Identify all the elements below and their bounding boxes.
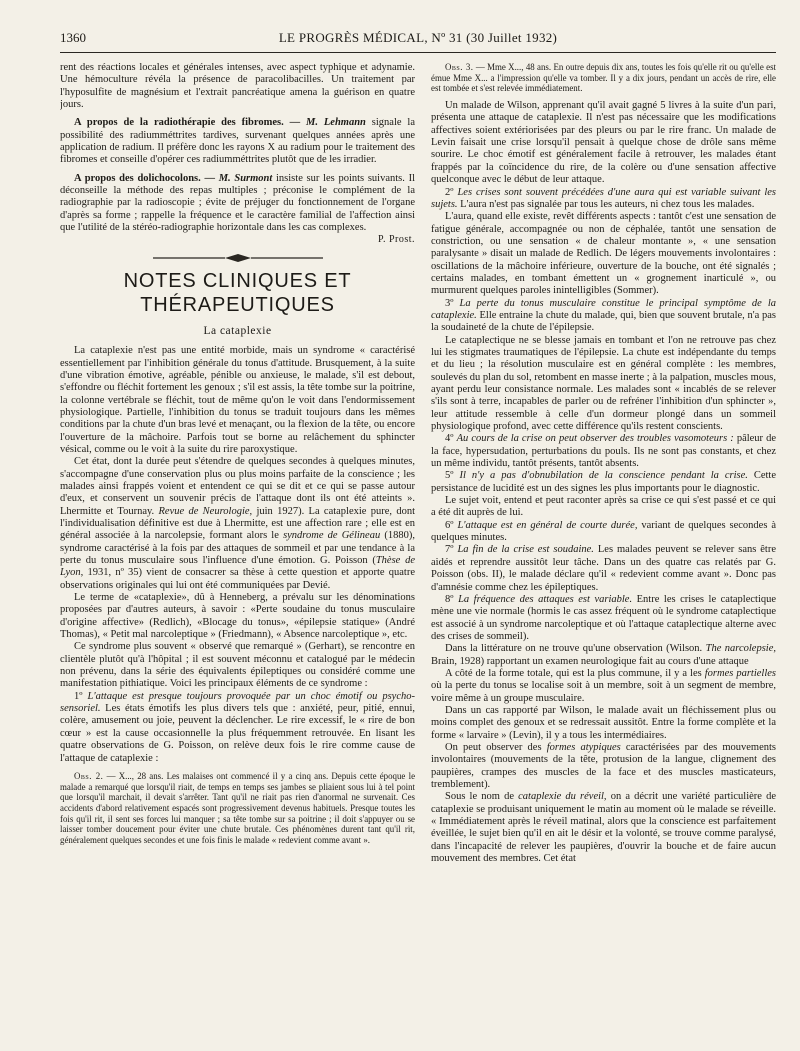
article-paragraph: Le terme de «cataplexie», dû à Henneberg, a prévalu sur les dénominations proposées par d'autres auteurs, à savoir : «Perte soudaine du tonus musculaire d'origine affective» (Redlich), «Blocage du tonus», «épilepsie statique» (André Thomas), « Petit mal narcoleptique » (Friedmann), « Absence narcoleptique », etc. (60, 592, 415, 641)
point-number: 2º (445, 186, 454, 198)
running-header (60, 30, 776, 53)
point-heading: Au cours de la crise on peut observer des troubles vasomoteurs : (456, 433, 734, 445)
numbered-point (431, 433, 776, 470)
text-run: 1931, nº 35) vient de consacrer sa thèse à cette question et apporte quatre observations originales qui lui ont été communiquées par Devié. (60, 567, 415, 591)
ornament-divider (60, 253, 415, 263)
page-number: 1360 (60, 30, 86, 45)
syndrome-name: syndrome de Gélineau (283, 530, 381, 542)
numbered-point (431, 298, 776, 335)
point-heading: La fin de la crise est soudaine. (457, 544, 594, 556)
text-run: A côté de la forme totale, qui est la plus commune, il y a les (445, 667, 702, 679)
body-columns (60, 62, 776, 1045)
point-text: Les malades peuvent se relever sans être aidés et reprendre aussitôt leur tâche. Dans un des quatre cas relatés par G. Poisson (obs. II), le malade déclare qu'il « redevient comme avant ». Donc pas d'amnésie comme chez les épileptiques. (431, 544, 776, 593)
article-paragraph: Un malade de Wilson, apprenant qu'il avait gagné 5 livres à la suite d'un pari, présenta une attaque de cataplexie. Il n'est pas nécessaire que les modifications affectives soient extériorisées par des pleurs ou par le rire franc. Un malade de Levin faisait une crise lorsqu'il pensait à quelque chose de drôle sans même sourire. Le choc émotif est généralement facile à retrouver, les malades étant frappés par la coïncidence du rire, de la colère ou d'une sensation affective quelconque avec le début de leur attaque. (431, 100, 776, 186)
point-text: Cette persistance de lucidité est un des signes les plus importants pour le diagnostic. (431, 470, 776, 494)
article-paragraph: Dans un cas rapporté par Wilson, le malade avait un fléchissement plus ou moins complet des genoux et se redressait aussitôt. Entre la forme complète et la forme « larvaire » (Levin), il y a tous les intermédiaires. (431, 704, 776, 741)
numbered-point (431, 520, 776, 545)
point-heading: L'attaque est en général de courte durée, (457, 519, 638, 531)
point-number: 3º (445, 297, 454, 309)
emphasis: formes atypiques (546, 741, 621, 753)
text-run: Sous le nom de (445, 791, 514, 803)
text-run: où la perte du tonus se localise soit à un membre, soit à un segment de membre, voire même à un groupe musculaire. (431, 680, 776, 704)
numbered-point (431, 470, 776, 495)
point-number: 6º (445, 519, 454, 531)
observation-label: Obs. 2. (74, 770, 104, 781)
text-run: juin 1927). La cataplexie pure, dont l'individualisation définitive est due à Lhermitte, est une affection rare ; elle est en général associée à la narcolepsie, formant alors le (60, 505, 415, 542)
text-run: Cet état, dont la durée peut s'étendre de quelques secondes à quelques minutes, s'accompagne d'une conservation plus ou plus moins parfaite de la conscience ; les malades ainsi frappés voient et entendent ce qui se dit et ce qui se passe autour d'eux, et conservent un souvenir précis de l'attaque dont ils ont été atteints ». Lhermitte et Tournay. (60, 456, 415, 517)
article-paragraph: Le sujet voit, entend et peut raconter après sa crise ce qui s'est passé et ce qui a été dit auprès de lui. (431, 495, 776, 519)
point-number: 8º (445, 593, 454, 605)
numbered-point (60, 691, 415, 765)
right-column (431, 62, 776, 1045)
left-column (60, 62, 415, 1045)
article-paragraph: L'aura, quand elle existe, revêt différents aspects : tantôt c'est une sensation de fatigue générale, accompagnée ou non de céphalée, tantôt une sensation de constriction, ou une sensation « de chaleur montante », « une sensation paralysante » disait un malade de Redlich. De légers mouvements involontaires : oscillations de la mâchoire inférieure, ouverture de la bouche, ont été signalés ; certains malades, en tombant émettent un « grognement inarticulé », ou murmurent quelques paroles inintelligibles (Sommer). (431, 211, 776, 297)
point-heading: La fréquence des attaques est variable. (458, 593, 633, 605)
point-heading: Il n'y a pas d'obnubilation de la conscience pendant la crise. (459, 470, 748, 482)
point-text: Les états émotifs les plus divers tels que : anxiété, peur, pitié, ennui, colère, amusement ou joie, peuvent la déclencher. Le rire excessif, le « rire de bon cœur » est la cause occasionnelle la plus fréquemment retrouvée. En lisant les quatre observations de G. Poisson, on relève deux fois le rire comme cause de l'attaque de cataplexie : (60, 703, 415, 764)
abstract-title: A propos des dolichocolons. — (74, 172, 215, 184)
abstract-dolichocolons (60, 173, 415, 235)
text-run: (1880), syndrome caractérisé à la fois par des attaques de sommeil et par une tendance à la perte du tonus musculaire sous l'influence d'une émotion. G. Poisson ( (60, 530, 415, 566)
point-number: 4º (445, 433, 454, 445)
observation (431, 62, 776, 94)
reference-title: Revue de Neurologie, (158, 505, 253, 517)
abstract-text: signale la possibilité des radiumméttrites tardives, survenant quelques années après une application de radium. Il préfère donc les rayons X au radium pour le traitement des fibromes et conseille d'opérer ces radiumméttrites plutôt que de les irradier. (60, 117, 415, 166)
point-heading: L'attaque est presque toujours provoquée par un choc émotif ou psycho-sensoriel. (60, 690, 415, 715)
reference-title: Thèse de Lyon, (60, 555, 415, 579)
point-text: variant de quelques secondes à quelques minutes. (431, 519, 776, 544)
text-run: on a décrit une variété particulière de cataplexie se produisant uniquement le matin au moment où le malade se réveille. « Immédiatement après le réveil matinal, alors que la conscience est parfaitement éveillée, le sujet bien qu'il en ait le désir et la volonté, se trouve comme paralysé, dans l'incapacité de relever les paupières, d'ouvrir la bouche et de faire aucun mouvement des membres. Cet état (431, 791, 776, 865)
emphasis: cataplexie du réveil, (518, 791, 607, 803)
observation-text: — X..., 28 ans. Les malaises ont commencé il y a cinq ans. Depuis cette époque le malade a remarqué que lorsqu'il riait, de temps en temps ses jambes se pliaient sous lui à tel point que lorsqu'il marchait, il devait s'arrêter. Tant qu'il ne riait pas rien d'anormal ne survenait. Ces accidents d'abord relativement espacés sont progressivement devenus habituels. Presque toutes les fois qu'il rit, il sent ses forces lui manquer ; sa tête tombe sur sa poitrine ; il doit s'appuyer ou se laisser tomber doucement pour éviter une chute brutale. Ces phénomènes durent tant qu'il rit, généralement quelques secondes et une fois finis le malade « redevient comme avant ». (60, 770, 415, 846)
text-run: Brain, 1928) rapportant un examen neurologique fait au cours d'une attaque (431, 655, 749, 667)
journal-title: LE PROGRÈS MÉDICAL, Nº 31 (30 Juillet 1932) (278, 30, 558, 45)
point-text: pâleur de la face, hypersudation, perturbations du pouls. Ils ne sont pas constants, et chez un même individu, tantôt présents, tantôt absents. (431, 433, 776, 470)
article-paragraph (431, 643, 776, 668)
article-title: La cataplexie (203, 324, 272, 337)
article-paragraph (431, 791, 776, 865)
point-text: Elle entraine la chute du malade, qui, bien que souvent brutale, n'a pas la soudaineté de la chute de l'épilepsie. (431, 309, 776, 334)
observation-text: — Mme X..., 48 ans. En outre depuis dix ans, toutes les fois qu'elle rit ou qu'elle est émue Mme X... a l'impression qu'elle va tomber. Il y a dix jours, pendant un accès de rire, elle est tombée et s'est relevée immédiatement. (431, 62, 776, 94)
numbered-point (431, 187, 776, 212)
text-run: caractérisées par des mouvements involontaires (mouvements de la tête, protusion de la langue, clignement des paupières, crampes des muscles de la face et des muscles masticateurs, tremblement). (431, 741, 776, 791)
point-number: 7º (445, 544, 454, 556)
abstract-author: M. Lehmann (306, 117, 366, 129)
abstract-author: M. Surmont (218, 172, 273, 184)
article-paragraph: La cataplexie n'est pas une entité morbide, mais un syndrome « caractérisé essentiellement par l'inhibition générale du tonus d'attitude. Brusquement, à la suite d'une vibration émotive, agréable, pénible ou anxieuse, le malade, s'il est debout, s'effondre ou fléchit fortement les genoux ; s'il est assis, la tête tombe sur la poitrine, la colonne vertébrale se fléchit, tout de même qu'on le voit dans l'endormissement physiologique. Partielle, l'inhibition du tonus se traduit toujours dans les mêmes conditions par la chute d'un bras levé et menaçant, ou la flexion de la tête, ou encore l'ouverture de la mâchoire. Parfois tout se borne au relâchement du sphincter vésical, comme ou le voit à la suite du rire paroxystique. (60, 345, 415, 455)
signature: P. Prost. (377, 234, 415, 246)
text-run: Dans la littérature on ne trouve qu'une observation (Wilson. (445, 643, 703, 655)
article-paragraph (431, 668, 776, 705)
abstract-text: insiste sur les points suivants. Il déconseille la méthode des repas multiples ; préconise le complément de la radiographie par la radioscopie ; évite de préjuger du fonctionnement de l'organe d'après sa forme ; rappelle la fréquence et le caractère familial de l'affection ainsi que l'utilité de la stéréo-radiographie horizontale dans les cas complexes. (60, 172, 415, 234)
point-heading: Les crises sont souvent précédées d'une aura qui est variable suivant les sujets. (431, 186, 776, 210)
article-paragraph: Ce syndrome plus souvent « observé que remarqué » (Gerhart), se rencontre en clientèle plutôt qu'à l'hôpital ; il est souvent méconnu et catalogué par le médecin non prévenu, dans la série des équivalents épileptiques ou considéré comme une manifestation pithiatique. Voici les principaux éléments de ce syndrome : (60, 641, 415, 690)
article-paragraph (60, 456, 415, 592)
paragraph-continuation: rent des réactions locales et générales intenses, avec aspect typhique et adynamie. Une hémoculture révéla la présence de paracolibacilles. Un traitement par l'hyposulfite de magnésium et l'extrait pancréatique amena la guérison en quatre jours. (60, 62, 415, 111)
point-heading: La perte du tonus musculaire constitue le principal symptôme de la cataplexie. (431, 297, 776, 321)
abstract-title: A propos de la radiothérapie des fibromes. — (74, 117, 301, 129)
reference-title: The narcolepsie, (705, 643, 776, 655)
point-text: Entre les crises le cataplectique mène une vie normale (hormis le cas assez fréquent où le syndrome cataplectique est associé à un syndrome narcoleptique et où l'attaque cataplectique alterne avec des crises de sommeil). (431, 593, 776, 642)
numbered-point (431, 544, 776, 593)
point-text: L'aura n'est pas signalée par tous les auteurs, ni chez tous les malades. (460, 198, 755, 210)
observation-label: Obs. 3. (445, 62, 474, 72)
section-title: NOTES CLINIQUES ET THÉRAPEUTIQUES (123, 269, 352, 316)
numbered-point (431, 594, 776, 643)
point-number: 5º (445, 470, 454, 482)
emphasis: formes partielles (704, 667, 776, 679)
article-paragraph (431, 742, 776, 791)
text-run: On peut observer des (445, 741, 542, 753)
point-number: 1º (74, 690, 83, 702)
abstract-radiotherapie (60, 117, 415, 166)
article-paragraph: Le cataplectique ne se blesse jamais en tombant et l'on ne retrouve pas chez lui les stigmates traumatiques de l'épilepsie. La chute est indépendante du temps et du lieu ; la résolution musculaire est en général complète : les membres, soulevés du plan du sol, retombent en masse inerte ; à la palpation, muscles mous, ayant perdu leur consistance normale. Les malades sont « incablés de se relever s'ils sont à terre, incapables de parler ou de refréner l'inhibition d'un sphincter », leur attitude ressemble à celle d'un dormeur plongé dans un sommeil physiologique profond, avec cette différence qu'ils restent conscients. (431, 334, 776, 433)
observation (60, 771, 415, 846)
